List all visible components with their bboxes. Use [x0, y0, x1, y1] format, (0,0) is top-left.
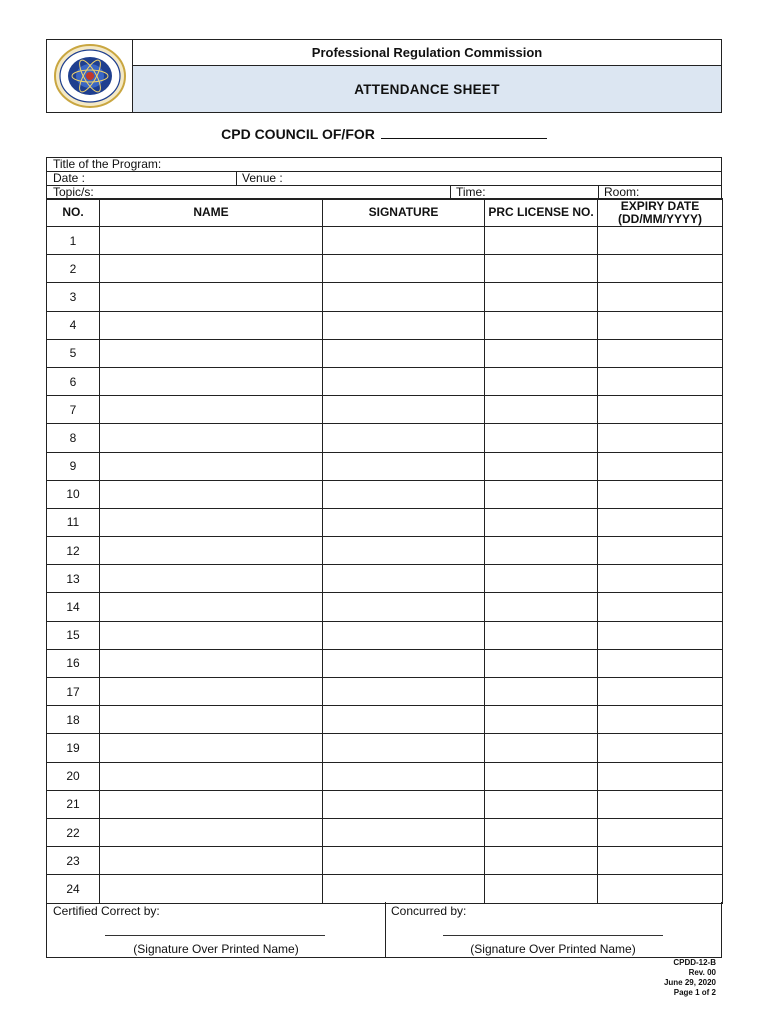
certified-signature-caption: (Signature Over Printed Name)	[133, 942, 299, 956]
expiry-cell[interactable]	[598, 706, 723, 734]
license-cell[interactable]	[485, 790, 598, 818]
expiry-cell[interactable]	[598, 452, 723, 480]
expiry-cell[interactable]	[598, 537, 723, 565]
license-cell[interactable]	[485, 537, 598, 565]
time-label: Time:	[456, 185, 486, 199]
program-info-block	[46, 157, 722, 200]
row-number: 18	[47, 706, 100, 734]
signature-cell[interactable]	[323, 875, 485, 903]
organization-name: Professional Regulation Commission	[133, 40, 721, 66]
row-number: 19	[47, 734, 100, 762]
signature-cell[interactable]	[323, 565, 485, 593]
table-row	[47, 480, 723, 508]
column-header-license: PRC LICENSE NO.	[485, 199, 598, 227]
sheet-title: ATTENDANCE SHEET	[133, 66, 721, 112]
name-cell[interactable]	[100, 706, 323, 734]
council-label: CPD COUNCIL OF/FOR	[221, 126, 375, 142]
table-row	[47, 649, 723, 677]
expiry-cell[interactable]	[598, 762, 723, 790]
column-header-no: NO.	[47, 199, 100, 227]
expiry-cell[interactable]	[598, 227, 723, 255]
name-cell[interactable]	[100, 255, 323, 283]
row-number: 21	[47, 790, 100, 818]
row-number: 5	[47, 339, 100, 367]
row-number: 16	[47, 649, 100, 677]
table-row	[47, 255, 723, 283]
table-row	[47, 790, 723, 818]
signature-cell[interactable]	[323, 339, 485, 367]
signature-cell[interactable]	[323, 790, 485, 818]
table-header-row	[47, 199, 723, 227]
row-number: 7	[47, 396, 100, 424]
table-row	[47, 452, 723, 480]
signature-cell[interactable]	[323, 762, 485, 790]
license-cell[interactable]	[485, 565, 598, 593]
name-cell[interactable]	[100, 818, 323, 846]
concurred-signature-caption: (Signature Over Printed Name)	[470, 942, 636, 956]
row-number: 8	[47, 424, 100, 452]
signature-cell[interactable]	[323, 818, 485, 846]
signature-cell[interactable]	[323, 593, 485, 621]
license-cell[interactable]	[485, 762, 598, 790]
table-row	[47, 396, 723, 424]
license-cell[interactable]	[485, 424, 598, 452]
topics-label: Topic/s:	[53, 185, 94, 199]
license-cell[interactable]	[485, 847, 598, 875]
license-cell[interactable]	[485, 452, 598, 480]
name-cell[interactable]	[100, 227, 323, 255]
signature-cell[interactable]	[323, 621, 485, 649]
table-row	[47, 283, 723, 311]
license-cell[interactable]	[485, 311, 598, 339]
row-number: 22	[47, 818, 100, 846]
table-row	[47, 593, 723, 621]
license-cell[interactable]	[485, 706, 598, 734]
column-header-name: NAME	[100, 199, 323, 227]
license-cell[interactable]	[485, 367, 598, 395]
license-cell[interactable]	[485, 649, 598, 677]
column-header-signature: SIGNATURE	[323, 199, 485, 227]
program-label: Title of the Program:	[53, 157, 162, 171]
license-cell[interactable]	[485, 283, 598, 311]
license-cell[interactable]	[485, 678, 598, 706]
name-cell[interactable]	[100, 452, 323, 480]
name-cell[interactable]	[100, 847, 323, 875]
document-code: CPDD-12-B	[673, 958, 716, 967]
name-cell[interactable]	[100, 734, 323, 762]
license-cell[interactable]	[485, 875, 598, 903]
name-cell[interactable]	[100, 621, 323, 649]
table-row	[47, 847, 723, 875]
license-cell[interactable]	[485, 818, 598, 846]
certified-signature-line[interactable]	[105, 935, 325, 936]
column-header-expiry: EXPIRY DATE (DD/MM/YYYY)	[598, 199, 723, 227]
attendance-rows	[47, 227, 723, 904]
license-cell[interactable]	[485, 480, 598, 508]
row-number: 12	[47, 537, 100, 565]
name-cell[interactable]	[100, 396, 323, 424]
council-line	[0, 126, 768, 142]
row-number: 4	[47, 311, 100, 339]
row-number: 3	[47, 283, 100, 311]
signature-cell[interactable]	[323, 508, 485, 536]
row-number: 17	[47, 678, 100, 706]
name-cell[interactable]	[100, 678, 323, 706]
row-number: 6	[47, 367, 100, 395]
signature-cell[interactable]	[323, 311, 485, 339]
concurred-signature-line[interactable]	[443, 935, 663, 936]
table-row	[47, 424, 723, 452]
signature-cell[interactable]	[323, 847, 485, 875]
expiry-cell[interactable]	[598, 255, 723, 283]
expiry-cell[interactable]	[598, 875, 723, 903]
expiry-cell[interactable]	[598, 593, 723, 621]
table-row	[47, 565, 723, 593]
date-venue-divider	[236, 172, 237, 185]
logo-cell	[47, 40, 133, 112]
expiry-cell[interactable]	[598, 818, 723, 846]
name-cell[interactable]	[100, 480, 323, 508]
row-number: 15	[47, 621, 100, 649]
table-row	[47, 706, 723, 734]
signature-cell[interactable]	[323, 537, 485, 565]
signature-cell[interactable]	[323, 706, 485, 734]
table-row	[47, 311, 723, 339]
row-number: 13	[47, 565, 100, 593]
row-number: 14	[47, 593, 100, 621]
row-number: 1	[47, 227, 100, 255]
license-cell[interactable]	[485, 227, 598, 255]
signature-cell[interactable]	[323, 255, 485, 283]
row-number: 2	[47, 255, 100, 283]
document-control-info	[664, 958, 716, 998]
expiry-cell[interactable]	[598, 734, 723, 762]
expiry-cell[interactable]	[598, 621, 723, 649]
signature-cell[interactable]	[323, 283, 485, 311]
prc-seal-logo-icon	[54, 44, 126, 108]
expiry-cell[interactable]	[598, 565, 723, 593]
footer-signatures	[46, 902, 722, 958]
table-row	[47, 537, 723, 565]
expiry-cell[interactable]	[598, 424, 723, 452]
signature-cell[interactable]	[323, 480, 485, 508]
expiry-cell[interactable]	[598, 649, 723, 677]
table-row	[47, 762, 723, 790]
attendance-table	[46, 198, 723, 904]
table-row	[47, 621, 723, 649]
expiry-cell[interactable]	[598, 283, 723, 311]
name-cell[interactable]	[100, 311, 323, 339]
table-row	[47, 818, 723, 846]
row-number: 23	[47, 847, 100, 875]
name-cell[interactable]	[100, 762, 323, 790]
license-cell[interactable]	[485, 255, 598, 283]
document-revision: Rev. 00	[688, 968, 716, 977]
signature-cell[interactable]	[323, 424, 485, 452]
venue-label: Venue :	[242, 171, 283, 185]
name-cell[interactable]	[100, 508, 323, 536]
expiry-cell[interactable]	[598, 508, 723, 536]
signature-cell[interactable]	[323, 227, 485, 255]
document-header	[46, 39, 722, 113]
signature-cell[interactable]	[323, 367, 485, 395]
signature-cell[interactable]	[323, 734, 485, 762]
license-cell[interactable]	[485, 621, 598, 649]
expiry-cell[interactable]	[598, 480, 723, 508]
expiry-cell[interactable]	[598, 790, 723, 818]
name-cell[interactable]	[100, 790, 323, 818]
expiry-cell[interactable]	[598, 367, 723, 395]
name-cell[interactable]	[100, 537, 323, 565]
signature-cell[interactable]	[323, 678, 485, 706]
expiry-cell[interactable]	[598, 311, 723, 339]
page-number: Page 1 of 2	[673, 988, 716, 997]
row-number: 20	[47, 762, 100, 790]
expiry-cell[interactable]	[598, 847, 723, 875]
certified-label: Certified Correct by:	[53, 904, 160, 918]
table-row	[47, 339, 723, 367]
name-cell[interactable]	[100, 339, 323, 367]
signature-cell[interactable]	[323, 452, 485, 480]
row-number: 10	[47, 480, 100, 508]
table-row	[47, 367, 723, 395]
row-number: 9	[47, 452, 100, 480]
name-cell[interactable]	[100, 875, 323, 903]
license-cell[interactable]	[485, 339, 598, 367]
license-cell[interactable]	[485, 734, 598, 762]
license-cell[interactable]	[485, 396, 598, 424]
signature-cell[interactable]	[323, 396, 485, 424]
table-row	[47, 875, 723, 903]
name-cell[interactable]	[100, 283, 323, 311]
date-label: Date :	[53, 171, 86, 185]
expiry-cell[interactable]	[598, 339, 723, 367]
table-row	[47, 227, 723, 255]
name-cell[interactable]	[100, 649, 323, 677]
council-blank-field[interactable]	[381, 126, 547, 139]
document-date: June 29, 2020	[663, 978, 716, 987]
program-row[interactable]	[47, 158, 721, 172]
concurred-section	[385, 902, 721, 957]
row-number: 11	[47, 508, 100, 536]
name-cell[interactable]	[100, 424, 323, 452]
table-row	[47, 734, 723, 762]
certified-section	[47, 902, 386, 957]
row-number: 24	[47, 875, 100, 903]
table-row	[47, 508, 723, 536]
name-cell[interactable]	[100, 593, 323, 621]
expiry-cell[interactable]	[598, 678, 723, 706]
table-row	[47, 678, 723, 706]
name-cell[interactable]	[100, 565, 323, 593]
signature-cell[interactable]	[323, 649, 485, 677]
date-venue-row	[47, 172, 721, 186]
license-cell[interactable]	[485, 508, 598, 536]
room-label: Room:	[604, 185, 640, 199]
name-cell[interactable]	[100, 367, 323, 395]
license-cell[interactable]	[485, 593, 598, 621]
expiry-cell[interactable]	[598, 396, 723, 424]
concurred-label: Concurred by:	[391, 904, 467, 918]
